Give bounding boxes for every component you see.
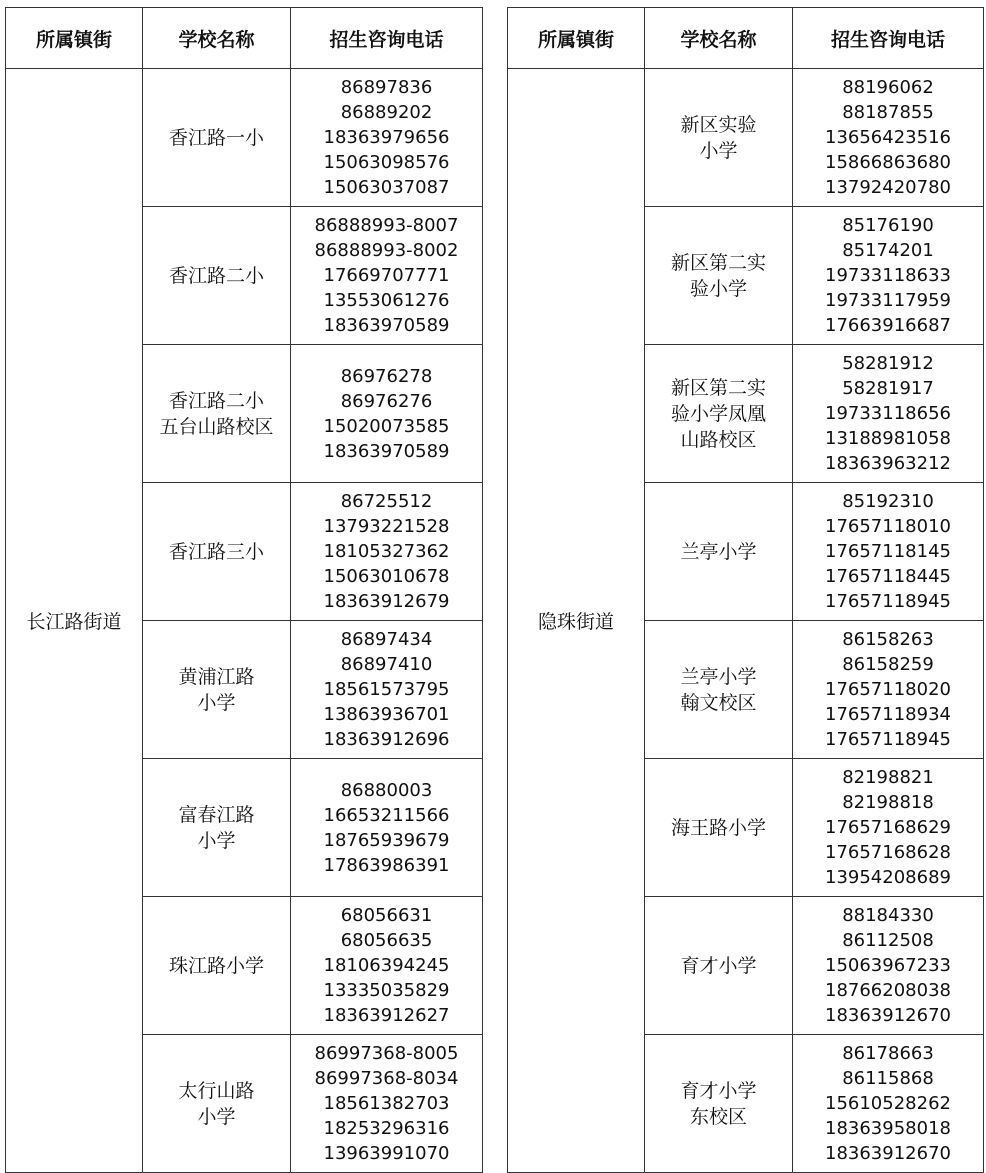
school-table-right: [507, 7, 984, 1173]
phone-number: 17657118145: [825, 541, 951, 562]
school-name: 兰亭小学 翰文校区: [680, 665, 757, 714]
phone-number: 86976278: [340, 365, 433, 387]
phone-number: 18561573795: [323, 679, 450, 700]
phone-number: 85176190: [842, 215, 934, 236]
phone-number: 86997368-8034: [314, 1068, 459, 1089]
phone-number: 88196062: [842, 77, 934, 98]
phone-number: 13792420780: [825, 177, 951, 198]
phone-number: 17657168629: [825, 817, 951, 838]
school-name-cell: [143, 345, 291, 483]
phone-number: 86897434: [340, 629, 433, 650]
school-name: 香江路三小: [168, 540, 264, 563]
phone-number: 86976276: [340, 390, 433, 412]
school-name: 香江路二小 五台山路校区: [159, 389, 274, 438]
school-name: 香江路二小: [168, 264, 264, 287]
phone-number: 17657118445: [825, 566, 951, 587]
phone-number: 19733118633: [825, 265, 951, 286]
phone-number: 13553061276: [323, 290, 450, 311]
phone-number: 82198821: [842, 767, 934, 788]
school-name-cell: [645, 207, 793, 345]
phone-number: 86115868: [842, 1068, 934, 1089]
district-cell: 长江路街道: [6, 69, 143, 1173]
school-name: 香江路一小: [168, 126, 264, 149]
phone-number: 18363958018: [825, 1118, 951, 1139]
school-name: 育才小学 东校区: [680, 1079, 757, 1128]
school-name-cell: [143, 897, 291, 1035]
phone-cell: [291, 1035, 483, 1173]
phone-number: 85174201: [842, 240, 934, 261]
header-school-name: 学校名称: [645, 8, 793, 69]
phone-number: 17657118010: [825, 516, 951, 537]
school-name: 珠江路小学: [168, 954, 264, 977]
phone-number: 19733117959: [825, 290, 951, 311]
phone-number: 17669707771: [323, 265, 450, 286]
phone-number: 86158259: [842, 654, 934, 675]
school-name: 太行山路 小学: [178, 1079, 255, 1128]
phone-number: 18106394245: [323, 955, 450, 976]
header-school-name: 学校名称: [143, 8, 291, 69]
phone-cell: [793, 483, 984, 621]
phone-number: 86158263: [842, 629, 934, 650]
phone-number: 18105327362: [323, 541, 450, 562]
phone-number: 86725512: [340, 491, 433, 512]
phone-number: 18363912670: [825, 1143, 951, 1164]
header-district: 所属镇街: [508, 8, 645, 69]
school-name-cell: [645, 621, 793, 759]
phone-number: 15063098576: [323, 152, 450, 173]
phone-number: 17657118020: [825, 679, 951, 700]
school-table-left: [5, 7, 483, 1173]
phone-number: 18363912679: [323, 591, 450, 612]
phone-number: 58281917: [842, 378, 934, 399]
phone-number: 16653211566: [323, 804, 450, 826]
school-name: 育才小学: [680, 954, 757, 977]
phone-number: 18766208038: [825, 980, 951, 1001]
phone-number: 17657168628: [825, 842, 951, 863]
school-name-cell: [143, 69, 291, 207]
phone-number: 13793221528: [323, 516, 450, 537]
phone-number: 86997368-8005: [314, 1043, 459, 1064]
phone-number: 17863986391: [323, 854, 450, 876]
phone-number: 13963991070: [323, 1143, 450, 1164]
phone-cell: [793, 759, 984, 897]
phone-number: 13954208689: [825, 867, 951, 888]
phone-number: 18363963212: [825, 453, 951, 474]
phone-number: 88184330: [842, 905, 934, 926]
school-name: 黄浦江路 小学: [178, 665, 255, 714]
phone-number: 18363912696: [323, 729, 450, 750]
header-district: 所属镇街: [6, 8, 143, 69]
phone-cell: [291, 207, 483, 345]
phone-number: 18765939679: [323, 829, 450, 851]
header-phone: 招生咨询电话: [291, 8, 483, 69]
header-phone: 招生咨询电话: [793, 8, 984, 69]
header-row: [508, 8, 984, 69]
district-cell: 隐珠街道: [508, 69, 645, 1173]
phone-number: 17663916687: [825, 315, 951, 336]
phone-number: 86178663: [842, 1043, 934, 1064]
phone-number: 68056631: [340, 905, 433, 926]
school-name-cell: [143, 1035, 291, 1173]
school-name-cell: [645, 345, 793, 483]
school-name-cell: [645, 759, 793, 897]
phone-cell: [291, 483, 483, 621]
phone-cell: [793, 207, 984, 345]
phone-number: 13656423516: [825, 127, 951, 148]
phone-number: 18363970589: [323, 440, 450, 462]
school-name-cell: [143, 759, 291, 897]
phone-number: 15020073585: [323, 415, 450, 437]
phone-number: 88187855: [842, 102, 934, 123]
phone-number: 86897836: [340, 77, 433, 98]
phone-number: 17657118945: [825, 729, 951, 750]
school-name-cell: [143, 621, 291, 759]
school-name-cell: [143, 483, 291, 621]
phone-number: 17657118945: [825, 591, 951, 612]
phone-number: 15610528262: [825, 1093, 951, 1114]
table-row: [6, 69, 483, 207]
phone-number: 68056635: [340, 930, 433, 951]
phone-cell: [291, 69, 483, 207]
phone-number: 18363912627: [323, 1005, 450, 1026]
school-name: 海王路小学: [670, 816, 766, 839]
phone-cell: [793, 897, 984, 1035]
phone-cell: [291, 345, 483, 483]
phone-number: 15063967233: [825, 955, 951, 976]
phone-number: 86888993-8007: [314, 215, 459, 236]
phone-number: 17657118934: [825, 704, 951, 725]
school-name: 新区第二实 验小学凤凰 山路校区: [670, 376, 766, 451]
phone-number: 18253296316: [323, 1118, 450, 1139]
phone-cell: [793, 69, 984, 207]
phone-number: 86880003: [340, 779, 433, 801]
school-name-cell: [143, 207, 291, 345]
school-name: 新区实验 小学: [680, 113, 757, 162]
phone-number: 13863936701: [323, 704, 450, 725]
school-name-cell: [645, 897, 793, 1035]
phone-number: 18363979656: [323, 127, 450, 148]
phone-cell: [793, 1035, 984, 1173]
school-name: 新区第二实 验小学: [670, 251, 766, 300]
phone-cell: [291, 759, 483, 897]
phone-number: 86112508: [842, 930, 934, 951]
phone-number: 13335035829: [323, 980, 450, 1001]
phone-number: 13188981058: [825, 428, 951, 449]
phone-number: 86897410: [340, 654, 433, 675]
school-name-cell: [645, 483, 793, 621]
phone-number: 15063010678: [323, 566, 450, 587]
phone-number: 58281912: [842, 353, 934, 374]
phone-cell: [793, 345, 984, 483]
phone-cell: [291, 897, 483, 1035]
school-name: 富春江路 小学: [178, 803, 255, 852]
table-row: [508, 69, 984, 207]
phone-number: 18561382703: [323, 1093, 450, 1114]
phone-number: 19733118656: [825, 403, 951, 424]
phone-number: 82198818: [842, 792, 934, 813]
phone-number: 86888993-8002: [314, 240, 459, 261]
phone-number: 15866863680: [825, 152, 951, 173]
header-row: [6, 8, 483, 69]
phone-number: 85192310: [842, 491, 934, 512]
school-name-cell: [645, 69, 793, 207]
school-name: 兰亭小学: [680, 540, 757, 563]
phone-number: 86889202: [340, 102, 433, 123]
phone-cell: [291, 621, 483, 759]
phone-number: 15063037087: [323, 177, 450, 198]
phone-cell: [793, 621, 984, 759]
phone-number: 18363970589: [323, 315, 450, 336]
phone-number: 18363912670: [825, 1005, 951, 1026]
school-name-cell: [645, 1035, 793, 1173]
